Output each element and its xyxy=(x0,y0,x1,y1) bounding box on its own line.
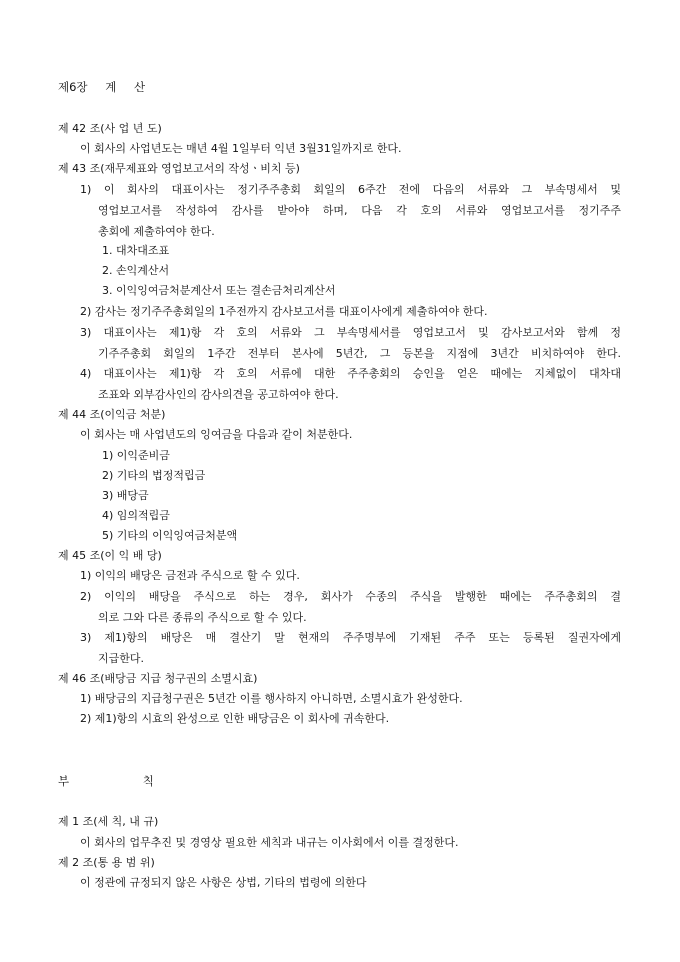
article-44-heading: 제 44 조(이익금 처분) xyxy=(58,408,166,421)
article-42-heading: 제 42 조(사 업 년 도) xyxy=(58,122,162,135)
article-43-para-4-line-1: 4) 대표이사는 제1)항 각 호의 서류에 대한 주주총회의 승인을 얻은 때에는 지체없이 대차대 xyxy=(80,367,621,380)
article-44-item-5: 5) 기타의 이익잉여금처분액 xyxy=(102,529,238,542)
article-43-para-3-line-1: 3) 대표이사는 제1)항 각 호의 서류와 그 부속명세서를 영업보고서 및 감사보고서와 함께 정 xyxy=(80,326,621,339)
supp-article-1-body: 이 회사의 업무추진 및 경영상 필요한 세칙과 내규는 이사회에서 이를 결정한다. xyxy=(80,836,459,849)
supplementary-title xyxy=(58,774,154,788)
supp-article-1-heading: 제 1 조(세 칙, 내 규) xyxy=(58,815,159,828)
article-45-para-3-line-2: 지급한다. xyxy=(98,652,145,665)
article-45-para-2-line-2: 의로 그와 다른 종류의 주식으로 할 수 있다. xyxy=(98,611,307,624)
supp-article-2-heading: 제 2 조(통 용 범 위) xyxy=(58,856,155,869)
article-43-para-3-line-2: 기주주총회 회일의 1주간 전부터 본사에 5년간, 그 등본을 지점에 3년간 비치하여야 한다. xyxy=(98,347,621,360)
supplementary-title-text: 부 칙 xyxy=(58,774,154,788)
chapter-title xyxy=(58,80,145,94)
article-44-item-1: 1) 이익준비금 xyxy=(102,449,170,462)
article-43-para-4-line-2: 조표와 외부감사인의 감사의견을 공고하여야 한다. xyxy=(98,388,339,401)
article-44-item-2: 2) 기타의 법정적립금 xyxy=(102,469,206,482)
supp-article-2-body: 이 정관에 규정되지 않은 사항은 상법, 기타의 법령에 의한다 xyxy=(80,876,367,889)
article-45-para-2-line-1: 2) 이익의 배당을 주식으로 하는 경우, 회사가 수종의 주식을 발행한 때에는 주주총회의 결 xyxy=(80,590,621,603)
chapter-title-text: 제6장 계 산 xyxy=(58,80,146,94)
article-43-subitem-3: 3. 이익잉여금처분계산서 또는 결손금처리계산서 xyxy=(102,284,336,297)
article-42-body: 이 회사의 사업년도는 매년 4월 1일부터 익년 3월31일까지로 한다. xyxy=(80,142,402,155)
article-45-para-1: 1) 이익의 배당은 금전과 주식으로 할 수 있다. xyxy=(80,569,300,582)
article-46-heading: 제 46 조(배당금 지급 청구권의 소멸시효) xyxy=(58,672,258,685)
article-45-para-3-line-1: 3) 제1)항의 배당은 매 결산기 말 현재의 주주명부에 기재된 주주 또는 등록된 질권자에게 xyxy=(80,631,621,644)
article-46-para-2: 2) 제1)항의 시효의 완성으로 인한 배당금은 이 회사에 귀속한다. xyxy=(80,712,390,725)
article-43-subitem-1: 1. 대차대조표 xyxy=(102,244,170,257)
article-43-para-1-line-3: 총회에 제출하여야 한다. xyxy=(98,225,215,238)
article-44-item-3: 3) 배당금 xyxy=(102,489,149,502)
article-46-para-1: 1) 배당금의 지급청구권은 5년간 이를 행사하지 아니하면, 소멸시효가 완성한다. xyxy=(80,692,463,705)
article-43-subitem-2: 2. 손익계산서 xyxy=(102,264,170,277)
article-43-para-1-line-1: 1) 이 회사의 대표이사는 정기주주총회 회일의 6주간 전에 다음의 서류와 그 부속명세서 및 xyxy=(80,183,621,196)
article-44-item-4: 4) 임의적립금 xyxy=(102,509,170,522)
article-44-body: 이 회사는 매 사업년도의 잉여금을 다음과 같이 처분한다. xyxy=(80,428,353,441)
article-45-heading: 제 45 조(이 익 배 당) xyxy=(58,549,162,562)
article-43-para-1-line-2: 영업보고서를 작성하여 감사를 받아야 하며, 다음 각 호의 서류와 영업보고서를 정기주주 xyxy=(98,204,621,217)
article-43-heading: 제 43 조(재무제표와 영업보고서의 작성ㆍ비치 등) xyxy=(58,162,300,175)
article-43-para-2: 2) 감사는 정기주주총회일의 1주전까지 감사보고서를 대표이사에게 제출하여야 한다. xyxy=(80,305,488,318)
